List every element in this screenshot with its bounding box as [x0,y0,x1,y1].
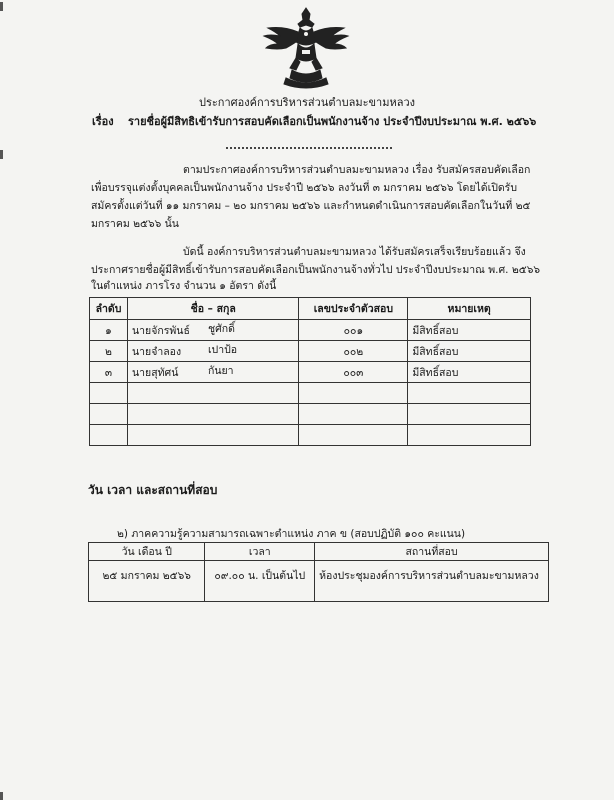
table-row [90,362,531,383]
remark: มีสิทธิ์สอบ [408,341,531,362]
announcement-header: ประกาศองค์การบริหารส่วนตำบลมะขามหลวง [199,96,416,109]
candidate-name [127,320,298,341]
header-name: ชื่อ – สกุล [127,298,298,320]
row-number: ๓ [90,362,128,383]
table-row-empty [90,404,531,425]
first-name: นายจำลอง [131,345,182,358]
header-number: ลำดับ [90,298,128,320]
scan-edge-mark [0,2,3,11]
header-exam-id: เลขประจำตัวสอบ [299,298,408,320]
remark: มีสิทธิ์สอบ [408,320,531,341]
header-time: เวลา [205,543,315,561]
scan-edge-mark [0,792,3,800]
paragraph1-line1: ตามประกาศองค์การบริหารส่วนตำบลมะขามหลวง เรื่อง รับสมัครสอบคัดเลือก [183,164,531,176]
candidates-header-row [90,298,531,320]
separator-dots [226,147,392,149]
header-place: สถานที่สอบ [315,543,549,561]
exam-place: ห้องประชุมองค์การบริหารส่วนตำบลมะขามหลวง [315,561,549,602]
table-row-empty [90,425,531,446]
header-remark: หมายเหตุ [408,298,531,320]
paragraph2-line1: บัดนี้ องค์การบริหารส่วนตำบลมะขามหลวง ได้รับสมัครเสร็จเรียบร้อยแล้ว จึง [183,246,526,258]
row-number: ๒ [90,341,128,362]
exam-section-heading: วัน เวลา และสถานที่สอบ [88,483,218,497]
exam-id: ๐๐๓ [299,362,408,383]
remark: มีสิทธิ์สอบ [408,362,531,383]
candidate-name [127,362,298,383]
table-row-empty [90,383,531,404]
subject-text: รายชื่อผู้มีสิทธิเข้ารับการสอบคัดเลือกเป็นพนักงานจ้าง ประจำปีงบประมาณ พ.ศ. ๒๕๖๖ [128,115,537,128]
exam-date: ๒๕ มกราคม ๒๕๖๖ [89,561,205,602]
paragraph1-line3: สมัครตั้งแต่วันที่ ๑๑ มกราคม – ๒๐ มกราคม ๒๕๖๖ และกำหนดดำเนินการสอบคัดเลือกในวันที่ ๒๕ [91,200,531,212]
exam-time: ๐๙.๐๐ น. เป็นต้นไป [205,561,315,602]
paragraph2-line2: ประกาศรายชื่อผู้มีสิทธิ์เข้ารับการสอบคัดเลือกเป็นพนักงานจ้างทั่วไป ประจำปีงบประมาณ พ.ศ. ๒๕๖๖ [91,264,541,276]
paragraph1-line4: มกราคม ๒๕๖๖ นั้น [91,218,179,230]
header-date: วัน เดือน ปี [89,543,205,561]
last-name: ชูศักดิ์ [207,323,235,335]
candidates-table [89,297,531,446]
exam-id: ๐๐๒ [299,341,408,362]
paragraph1-line2: เพื่อบรรจุแต่งตั้งบุคคลเป็นพนักงานจ้าง ประจำปี ๒๕๖๖ ลงวันที่ ๓ มกราคม ๒๕๖๖ โดยได้เปิดรับ [91,182,517,194]
row-number: ๑ [90,320,128,341]
table-row [89,561,549,602]
exam-schedule-table [88,542,549,602]
exam-id: ๐๐๑ [299,320,408,341]
scan-edge-mark [0,150,3,159]
schedule-header-row [89,543,549,561]
garuda-emblem-icon [262,4,350,90]
paragraph2-line3: ในตำแหน่ง ภารโรง จำนวน ๑ อัตรา ดังนี้ [91,280,277,292]
first-name: นายจักรพันธ์ [131,324,190,337]
table-row [90,320,531,341]
exam-part-label: ๒) ภาคความรู้ความสามารถเฉพาะตำแหน่ง ภาค ข (สอบปฏิบัติ ๑๐๐ คะแนน) [117,528,466,540]
subject-label: เรื่อง [92,115,114,128]
table-row [90,341,531,362]
last-name: เปาป้อ [207,344,238,356]
last-name: กันยา [207,365,234,377]
candidate-name [127,341,298,362]
first-name: นายสุทัศน์ [131,366,179,379]
